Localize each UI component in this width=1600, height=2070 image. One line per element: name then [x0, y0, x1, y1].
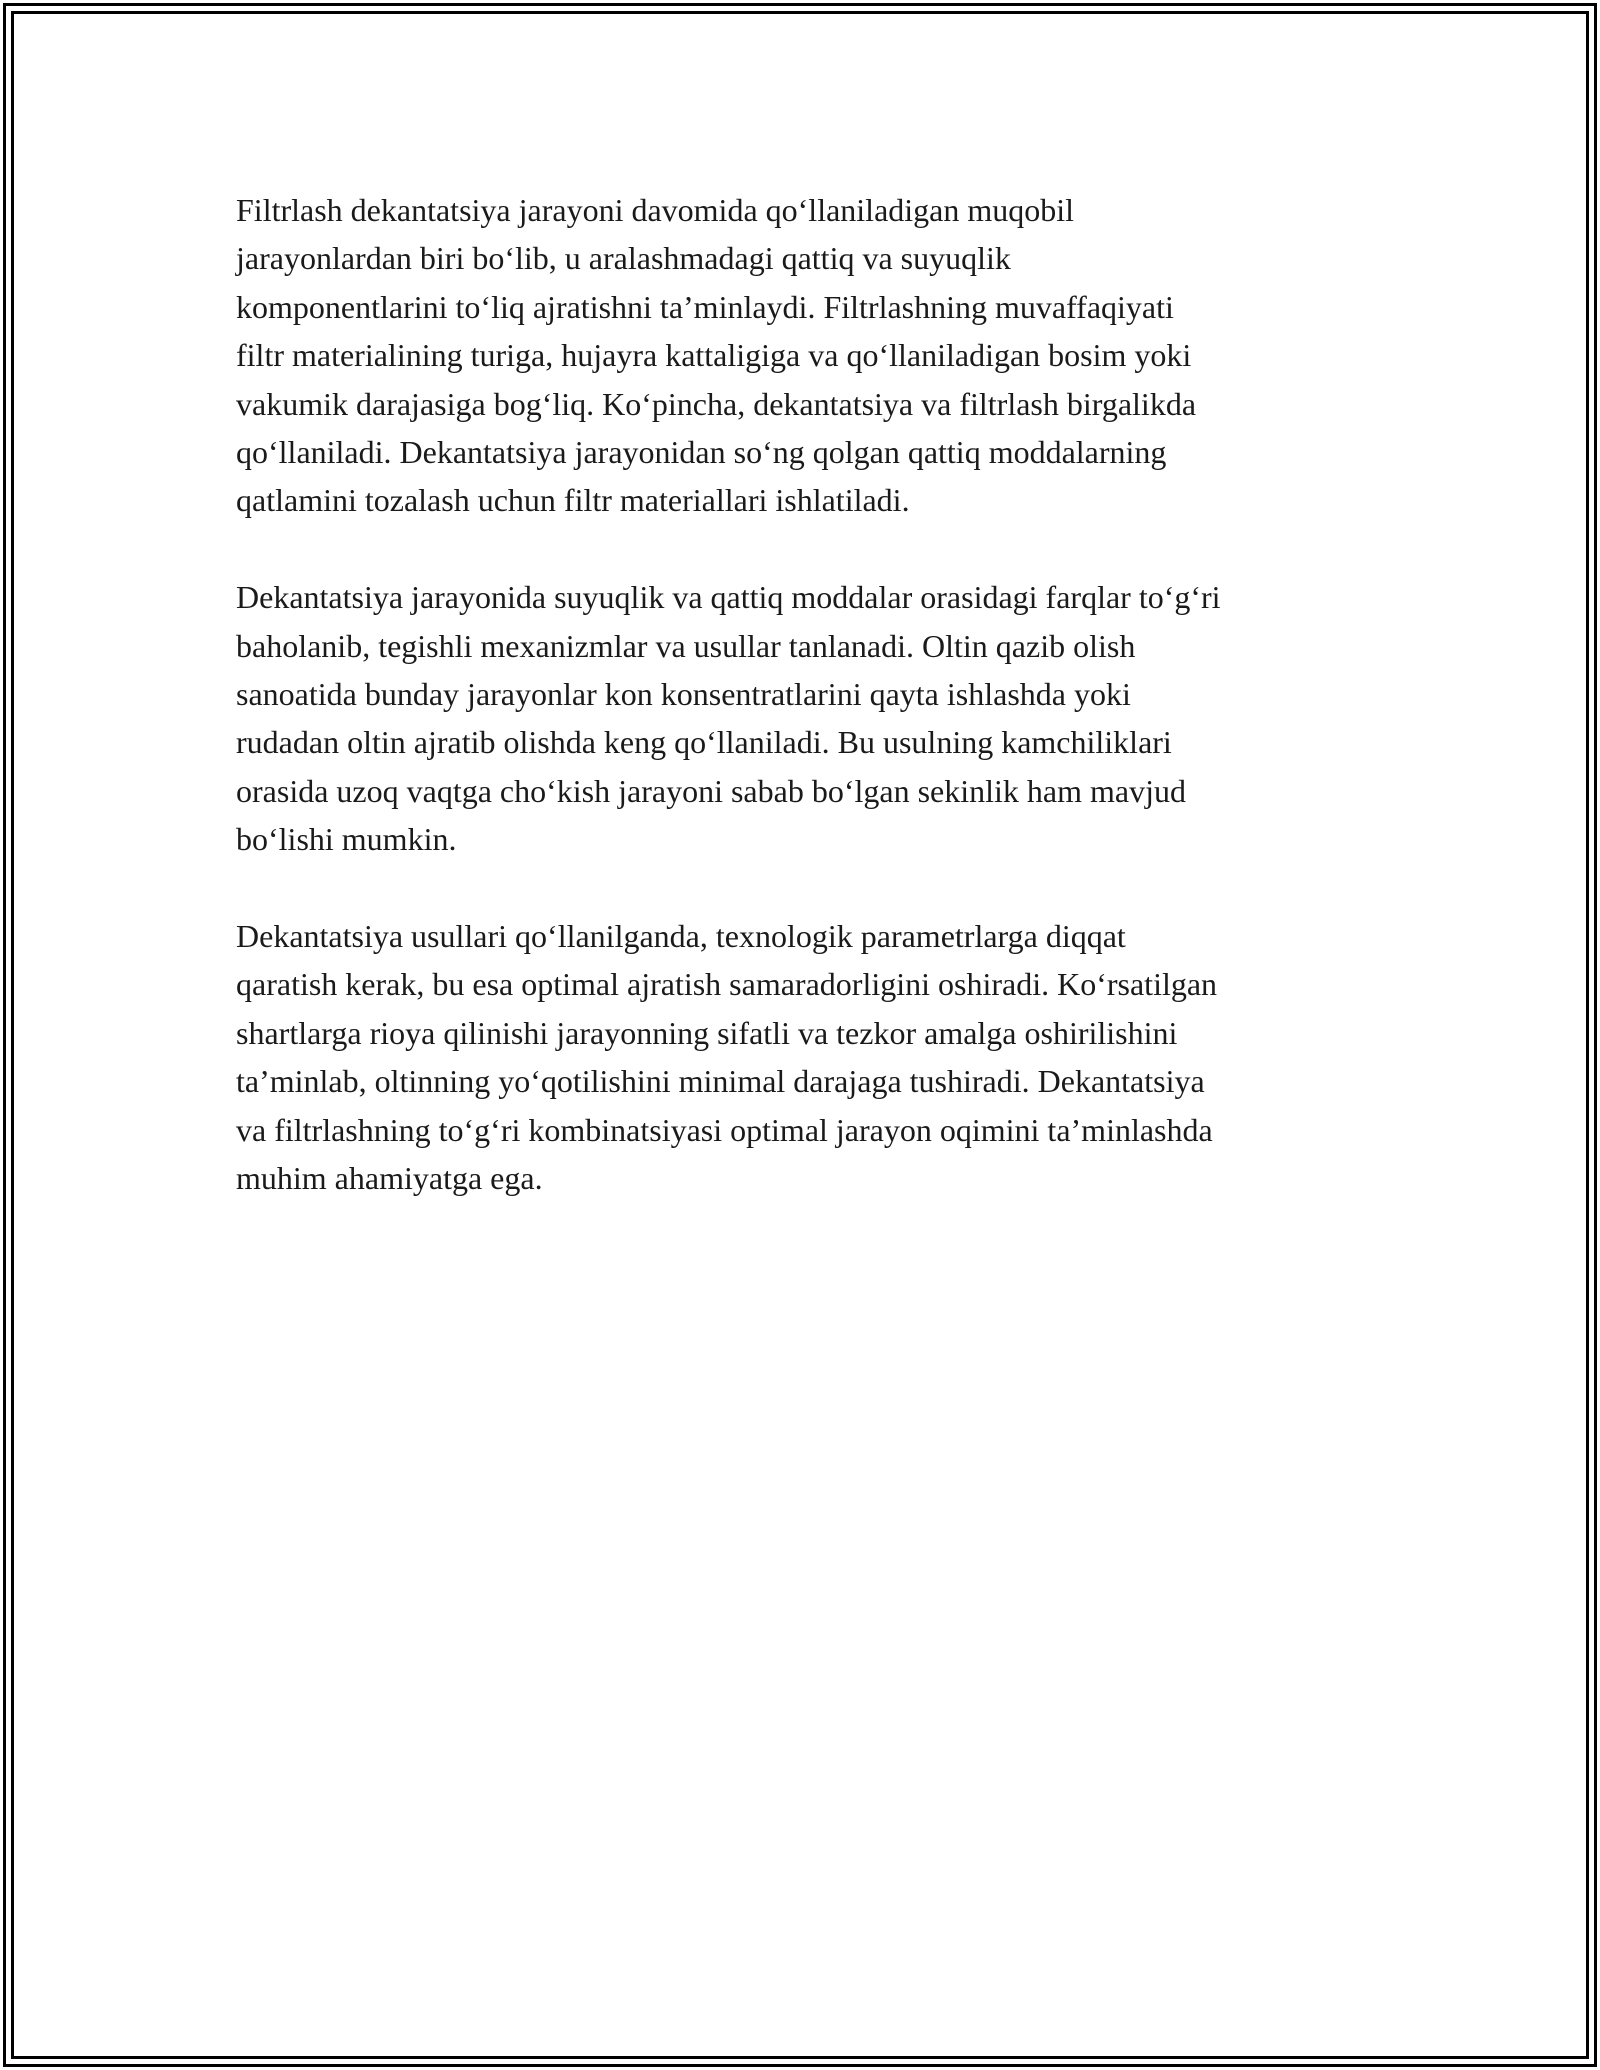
- paragraph-line: filtr materialining turiga, hujayra kattaligiga va qo‘llaniladigan bosim yoki: [236, 337, 1192, 374]
- paragraph-line: ta’minlab, oltinning yo‘qotilishini minimal darajaga tushiradi. Dekantatsiya: [236, 1063, 1205, 1100]
- paragraph-1: [236, 186, 1386, 525]
- paragraph-2: [236, 573, 1386, 863]
- paragraph-line: muhim ahamiyatga ega.: [236, 1160, 543, 1197]
- paragraph-3: [236, 912, 1386, 1202]
- paragraph-line: Filtrlash dekantatsiya jarayoni davomida qo‘llaniladigan muqobil: [236, 192, 1075, 228]
- paragraph-line: baholanib, tegishli mexanizmlar va usullar tanlanadi. Oltin qazib olish: [236, 627, 1136, 664]
- paragraph-line: rudadan oltin ajratib olishda keng qo‘llaniladi. Bu usulning kamchiliklari: [236, 724, 1172, 761]
- paragraph-line: orasida uzoq vaqtga cho‘kish jarayoni sabab bo‘lgan sekinlik ham mavjud: [236, 772, 1186, 809]
- paragraph-line: qatlamini tozalash uchun filtr materiallari ishlatiladi.: [236, 482, 910, 519]
- paragraph-line: qo‘llaniladi. Dekantatsiya jarayonidan so‘ng qolgan qattiq moddalarning: [236, 434, 1167, 471]
- paragraph-line: qaratish kerak, bu esa optimal ajratish samaradorligini oshiradi. Ko‘rsatilgan: [236, 966, 1218, 1003]
- paragraph-line: komponentlarini to‘liq ajratishni ta’minlaydi. Filtrlashning muvaffaqiyati: [236, 288, 1174, 325]
- paragraph-line: jarayonlardan biri bo‘lib, u aralashmadagi qattiq va suyuqlik: [236, 240, 1011, 277]
- document-body: [236, 186, 1386, 1251]
- paragraph-line: vakumik darajasiga bog‘liq. Ko‘pincha, dekantatsiya va filtrlash birgalikda: [236, 385, 1197, 422]
- paragraph-line: va filtrlashning to‘g‘ri kombinatsiyasi optimal jarayon oqimini ta’minlashda: [236, 1111, 1213, 1148]
- paragraph-line: Dekantatsiya usullari qo‘llanilganda, texnologik parametrlarga diqqat: [236, 918, 1126, 955]
- paragraph-line: shartlarga rioya qilinishi jarayonning sifatli va tezkor amalga oshirilishini: [236, 1014, 1178, 1051]
- paragraph-line: sanoatida bunday jarayonlar kon konsentratlarini qayta ishlashda yoki: [236, 676, 1131, 713]
- paragraph-line: Dekantatsiya jarayonida suyuqlik va qattiq moddalar orasidagi farqlar to‘g‘ri: [236, 579, 1221, 616]
- paragraph-line: bo‘lishi mumkin.: [236, 821, 457, 858]
